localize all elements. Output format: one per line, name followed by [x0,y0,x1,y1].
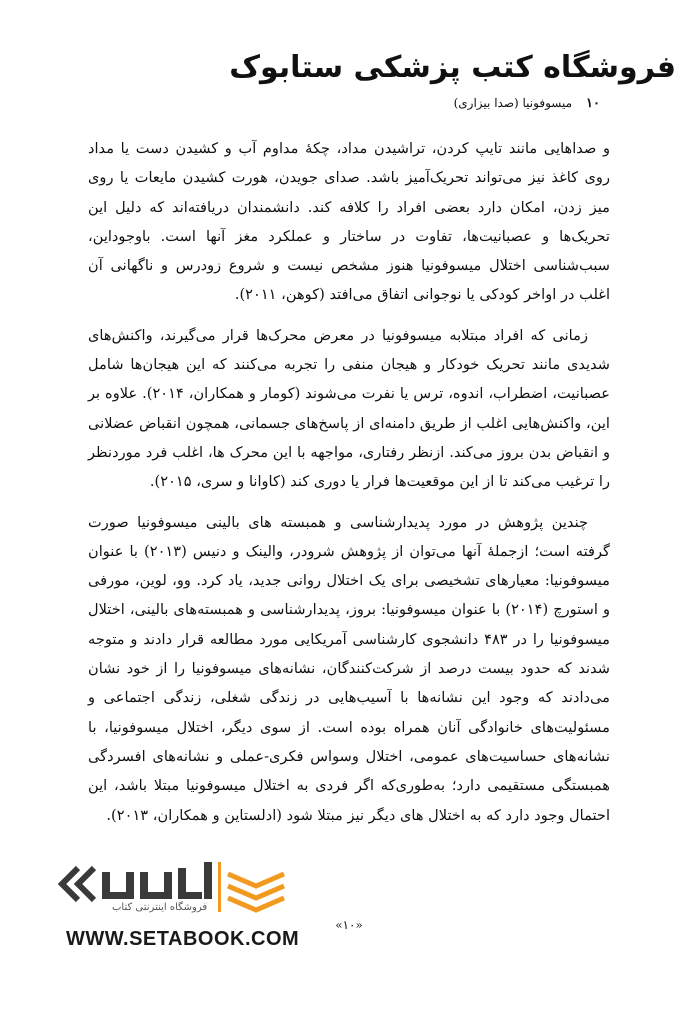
wordmark-shapes [102,862,212,899]
header-page-number: ۱۰ [586,96,600,111]
header-book-title: میسوفونیا (صدا بیزاری) [453,96,573,110]
chevrons-icon [62,868,94,900]
paragraph: و صداهایی مانند تایپ کردن، تراشیدن مداد، چکهٔ مداوم آب و کشیدن دست یا مداد روی کاغذ نیز می‌تواند تحریک‌آمیز باشد. صدای جویدن، هورت کشیدن مایعات یا روی میز زدن، امکان دارد بعضی افراد را کلافه کند. دانشمندان دریافته‌اند که دلیل این تحریک‌ها و عصبانیت‌ها، تفاوت در ساختار و عملکرد مغز آنها است. باوجوداین، سبب‌شناسی اختلال میسوفونیا هنوز مشخص نیست و شروع زودرس و ناگهانی آن اغلب در اواخر کودکی یا نوجوانی اتفاق می‌افتد (کوهن، ۲۰۱۱). [88,140,610,304]
running-header [98,94,600,113]
page-number-footer: «۱۰» [335,918,363,932]
paragraph: چندین پژوهش در مورد پدیدارشناسی و همبسته های بالینی میسوفونیا صورت گرفته است؛ ازجملهٔ آنها می‌توان از پژوهش شرودر، والینک و دنیس (۲۰۱۳) با عنوان میسوفونیا: معیارهای تشخیصی برای یک اختلال روانی جدید، یاد کرد. وو، لوین، مورفی و استورچ (۲۰۱۴) با عنوان میسوفونیا: بروز، پدیدارشناسی و همبسته‌های بالینی، اختلال میسوفونیا را در ۴۸۳ دانشجوی کارشناسی آمریکایی مورد مطالعه قرار دادند و متوجه شدند که حدود بیست درصد از شرکت‌کنندگان، نشانه‌های میسوفونیا را از خود نشان می‌دادند که وجود این نشانه‌ها با آسیب‌هایی در زندگی شغلی، زندگی اجتماعی و مسئولیت‌های خانوادگی آنان همراه بوده است. از سوی دیگر، اختلال میسوفونیا، با نشانه‌های حساسیت‌های عمومی، اختلال وسواس فکری-عملی و نشانه‌های افسردگی همبستگی مستقیمی دارد؛ به‌طوری‌که اگر فردی به اختلال میسوفونیا مبتلا باشد، این احتمال وجود دارد که به اختلال های دیگر نیز مبتلا شود (ادلستاین و همکاران، ۲۰۱۳). [88,513,610,824]
watermark-subtitle: فروشگاه اینترنتی کتاب [112,902,208,913]
book-icon [228,874,284,910]
paragraph: زمانی که افراد مبتلابه میسوفونیا در معرض محرک‌ها قرار می‌گیرند، واکنش‌های شدیدی مانند تحریک خودکار و هیجان منفی را تجربه می‌کنند که این هیجان‌ها شامل عصبانیت، اضطراب، اندوه، ترس یا نفرت می‌شوند (کومار و همکاران، ۲۰۱۴). علاوه بر این، واکنش‌هایی اغلب از طریق دامنه‌ای از پاسخ‌های جسمانی، همچون انقباض عضلانی و انقباض بدن بروز می‌کند. ازنظر رفتاری، مواجهه با این محرک ها، اغلب فرد موردنظر را ترغیب می‌کند تا از این موقعیت‌ها فرار یا دوری کند (کاوانا و سری، ۲۰۱۵). [88,326,610,491]
setabook-watermark [56,858,316,958]
logo-divider [218,862,221,912]
watermark-url: WWW.SETABOOK.COM [66,928,300,950]
body-text [88,134,610,841]
store-title: فروشگاه کتب پزشکی ستابوک [229,50,676,85]
